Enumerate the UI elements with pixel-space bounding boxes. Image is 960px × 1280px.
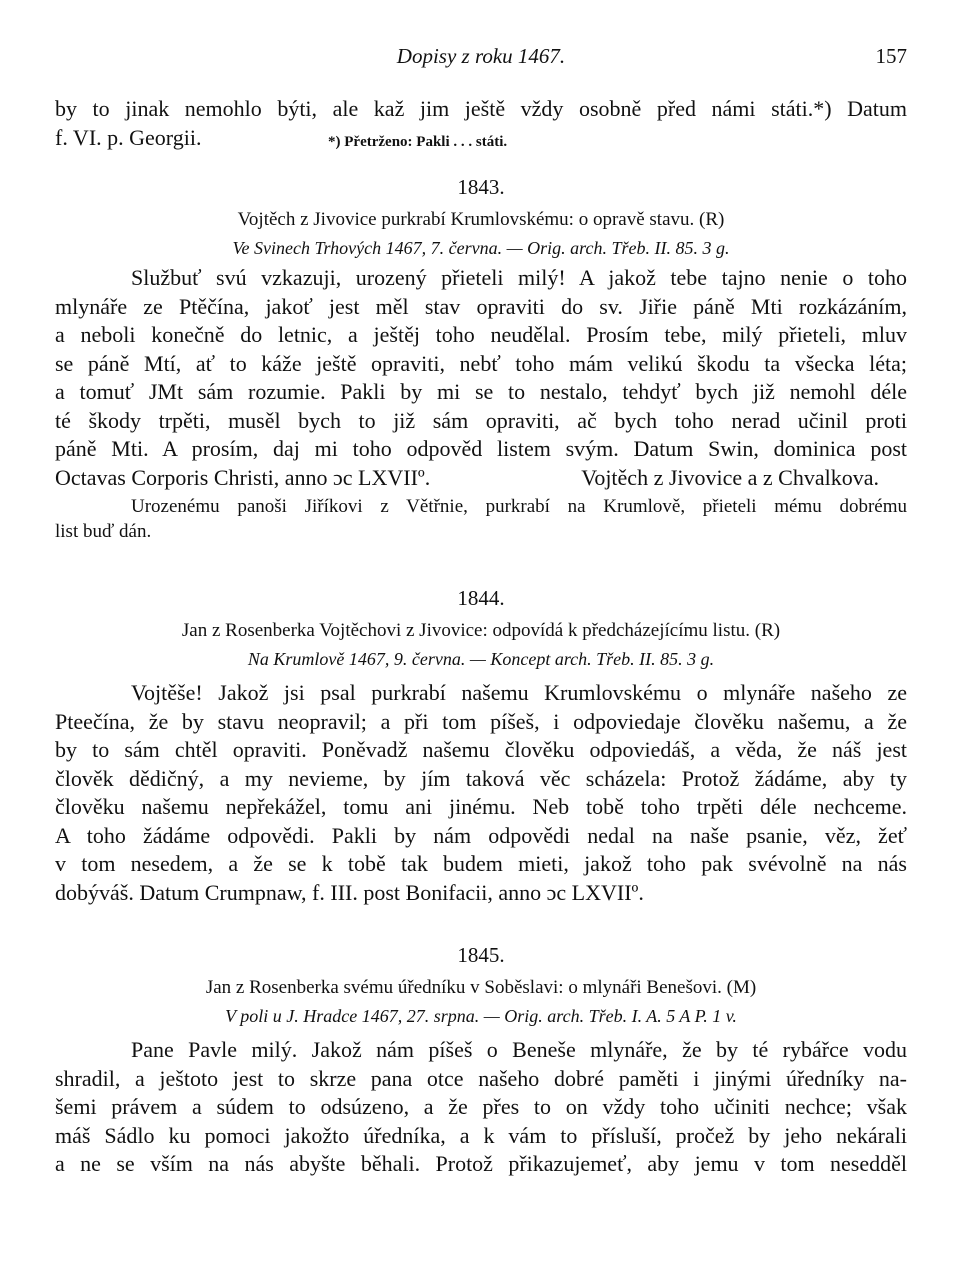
body-line: člověku našemu nepřekážel, tomu ani jinému. Neb tobě toho trpěti déle nechceme. [55,794,907,819]
entry-number: 1843. [457,175,505,199]
footnote: *) Přetrženo: Pakli . . . státi. [328,134,508,150]
intro-line-text: f. VI. p. Georgii. [55,125,202,150]
body-line: A toho žádáme odpovědi. Pakli by nám odpovědi nedal na naše psanie, věz, žeť [55,822,907,848]
body-line: mlynáře ze Ptěčína, jakoť jest měl stav opraviti do sv. Jiřie páně Mti rozkázáním, [55,293,907,319]
body-line: a neboli konečně do letnic, a ještěj toho neudělal. Prosím tebe, milý přieteli, mluv [55,322,907,347]
body-line: máš Sádlo ku pomoci jakožto úředníka, a k vám to přísluší, pročež by jeho nekárali [55,1122,907,1148]
page-header [55,44,907,74]
entry-number: 1844. [457,586,505,610]
body-line: té škody trpěti, musěl bych to již sám opraviti, ač bych toho nerad učinil proti [55,407,907,433]
address [55,494,907,544]
body-line: se páně Mtí, ať to káže ještě opraviti, nebť toho mám velikú škodu ta všecka léta; [55,350,907,376]
page-number: 157 [875,44,907,68]
body-line: by to sám chtěl opraviti. Poněvadž našemu člověku odpoviedáš, a věda, že náš jest [55,737,907,762]
running-title: Dopisy z roku 1467. [396,44,566,68]
body-line: páně Mti. A prosím, daj mi toho odpověd listem svým. Datum Swin, dominica post [55,436,907,461]
body-line: a tomuť JMt sám rozumie. Pakli by mi se to nestalo, tehdyť bych již nemohl déle [55,379,907,404]
body-last-line: dobýváš. Datum Crumpnaw, f. III. post Bonifacii, anno ɔc LXVIIº. [55,879,644,905]
body-last-line [55,464,907,493]
body-line: Vojtěše! Jakož jsi psal purkrabí našemu Krumlovskému o mlynáře našeho ze [131,680,907,705]
date-text: Octavas Corporis Christi, anno ɔc LXVIIº. [55,464,431,490]
signature: Vojtěch z Jivovice a z Chvalkova. [581,464,879,490]
intro-line-2 [55,123,907,152]
entry-body [55,1036,907,1179]
body-line: Pane Pavle milý. Jakož nám píšeš o Beneše mlynáře, že by té rybářce vodu [131,1037,907,1062]
body-line: a ne se vším na nás abyšte běhali. Protož přikazujemeť, aby jemu v tom nesedděl [55,1151,907,1176]
entry-source: Ve Svinech Trhových 1467, 7. června. — Orig. arch. Třeb. II. 85. 3 g. [232,238,730,258]
body-line: shradil, a ještoto jest to skrze pana otce našeho dobré paměti i jinými úředníky na- [55,1065,907,1091]
entry-body [55,679,907,907]
letter-entry [55,940,907,1179]
letter-entry [55,172,907,544]
entry-body [55,264,907,492]
body-line: člověk dědičný, a my nevieme, by jím taková věc scházela: Protož žádáme, aby ty [55,765,907,791]
intro-line: by to jinak nemohlo býti, ale kaž jim ještě vždy osobně před námi státi.*) Datum [55,96,907,121]
entry-heading: Jan z Rosenberka svému úředníku v Soběslavi: o mlynáři Benešovi. (M) [205,977,757,998]
body-line: Službuť svú vzkazuji, urozený přieteli milý! A jakož tebe tajno nenie o toho [131,265,907,290]
body-line: Pteečína, že by stavu neopravil; a při tom píšeš, i odpoviedaje člověku našemu, a že [55,708,907,734]
body-line: v tom nesedem, a že se k tobě tak budem mieti, jakož toho pak svévolně na nás [55,851,907,876]
address-line: Urozenému panoši Jiříkovi z Větřnie, purkrabí na Krumlově, přieteli mému dobrému [131,496,907,517]
body-line: šemi právem a súdem to odsúzeno, a že přes to on vždy toho učiniti nechce; však [55,1094,907,1119]
address-line: list buď dán. [55,521,152,542]
entry-source: Na Krumlově 1467, 9. června. — Koncept arch. Třeb. II. 85. 3 g. [247,649,715,669]
entry-heading: Vojtěch z Jivovice purkrabí Krumlovskému: o opravě stavu. (R) [237,209,725,230]
entry-heading: Jan z Rosenberka Vojtěchovi z Jivovice: odpovídá k předcházejícímu listu. (R) [181,620,781,641]
entry-number: 1845. [457,943,505,967]
entry-source: V poli u J. Hradce 1467, 27. srpna. — Orig. arch. Třeb. I. A. 5 A P. 1 v. [225,1006,737,1026]
letter-entry [55,583,907,907]
intro-paragraph [55,94,907,152]
